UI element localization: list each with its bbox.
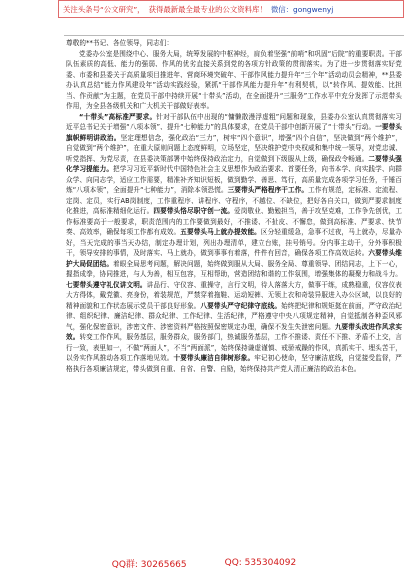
footer-qq-group: QQ群: 30265665	[111, 559, 187, 570]
paragraph-ten-lead	[66, 112, 402, 375]
item-7-heading: 七要带头遵守礼仪讲文明。	[66, 280, 147, 289]
footer-contact	[0, 554, 408, 572]
item-4-heading: 四要带头恪尽职守创一流。	[153, 207, 235, 215]
item-3-text: 工作有规范，定标准、定流程、定岗、定员，实行AB岗制度，工作重程序、讲程序、守程序，不越位、不缺位，把好各自关口，做到严要求制度化推进，高标准精细化运行。	[66, 186, 402, 215]
banner-follow-text: 关注头条号“公文研究”，	[63, 4, 145, 14]
document-body	[66, 38, 402, 546]
header-banner	[58, 0, 404, 18]
item-1-text: 坚定理想信念，强化政治“三力”，树牢“四个意识”，增强“四个自信”，坚决做到“两个维护”，自觉做到“两个维护”，在重大原则问题上态度鲜明，立场坚定，坚决维护党中央权威和集中统一领导，对党忠诚、听党指挥、为党尽责，在县委决策部署中始终保持政治定力，自觉做到下级服从上级，确保政令畅通。	[66, 133, 402, 163]
item-7-text: 讲品行、守仪容、重操守，言行文明，待人落落大方，做事干练，成熟稳重，仪容仪表大方得体，戴党徽、亮身份，着装规范，严禁穿着拖鞋、运动短裤、无领上衣和奇装异服进入办公区域，以良好的精神面貌和工作状态展示党员干部良好形象。	[66, 280, 402, 310]
item-5-text: 区分轻重缓急，急事不过夜，马上就办，尽量办好，当天完成的事当天办结，制定办理计划，列出办理清单，建立台账，挂号销号。分内事主动干，分外事积极干，领导安排的事情，及时落实、马上就办，做到事事有着落，件件有回音，确保各项工作高效运转。	[66, 228, 402, 257]
item-8-text: 始终把纪律和规矩挺在前面，严守政治纪律、组织纪律、廉洁纪律、群众纪律、工作纪律、生活纪律，严格遵守中央八项规定精神，自觉抵制各种歪风邪气，强化保密意识，涉密文件、涉密资料严格按照保密规定办理，确保不发生失泄密问题。	[66, 301, 402, 331]
paragraph-intro: 党委办公室是围绕中心、服务大局，统筹发展的中枢神经，肩负着坚强“前哨”和巩固“后院”的重要职责。干部队伍素质的高低、能力的强弱、作风的优劣直接关系到党的各项方针政策的贯彻落实。为了进一步贯彻落实好党委、市委和县委关于高质量项目推进年、营商环境突破年、干部作风能力提升年“三个年”活动动员会精神，**县委办认真总结“能力作风建设年”活动实践经验，紧抓“干部作风能力提升年”有利契机，以“转作风、提效能、比担当、作贡献”为主题，在党员干部中持续开展“十带头”活动，在全面提升“三服务”工作水平中充分发挥了示范带头作用，为全县各级机关和广大机关干部做好表率。	[66, 49, 402, 110]
greeting: 尊敬的**书记、各位领导，同志们：	[66, 39, 174, 47]
item-2-text: 把学习习近平新时代中国特色社会主义思想作为政治要求、首要任务，向书本学、向实践学、向群众学、向同志学，适应工作需要，精准补齐知识短板，做到勤学、善思、笃行，高质量完成各项学习任务，千锤百炼“八项本领”，全面提升“七种能力”，消除本领恐慌。	[66, 165, 402, 194]
item-9-heading: 九要带头改进作风求实效。	[66, 322, 402, 341]
ten-lead-heading: “十带头”高标准严要求。	[79, 112, 157, 121]
item-10-heading: 十要带头廉洁自律树形象。	[173, 354, 255, 362]
ten-lead-text: 针对干部队伍中出现的“慵懒散漫浮虚粗”问题和现象，县委办公室认真贯彻落实习近平总书记关于增强“八项本领”、提升“七种能力”的具体要求，在党员干部中创新开展了“十带头”行动。	[66, 112, 402, 131]
item-6-heading: 六要带头维护大局促团结。	[66, 249, 402, 268]
item-2-heading: 二要带头强化学习提能力。	[66, 154, 402, 173]
item-6-text: 着眼全局思考问题，解决问题，始终做到服从大局、服务全局、尊重领导、团结同志，上下一心，握指成拳，协同推进，与人为善，相互包容，互相帮助，营造团结和谐的工作氛围，增强集体的凝聚力和战斗力。	[66, 259, 402, 278]
item-1-heading: 一要带头旗帜鲜明讲政治。	[66, 123, 402, 142]
item-8-heading: 八要带头严守纪律守底线。	[200, 301, 282, 310]
item-4-text: 爱岗敬业、勤勉担当，善于攻坚克难，工作争先创优，工作标准要高于一般要求，职责范围内的工作要做到最好，不推诿、不扯皮、不懈怠，做到高标准、严要求、快节奏、高效率，确保每项工作都有成效。	[66, 207, 402, 236]
footer-qq-number: QQ: 535304092	[224, 558, 297, 568]
header-divider	[64, 35, 404, 36]
item-9-text: 转变工作作风，服务基层，服务群众，服务部门，热诚服务基层，工作不推诿、责任不下推、矛盾不上交，言行一致，表里如一，不做“两面人”，不当“两面派”，始终保持谦虚谨慎、戒骄戒躁的作风，真抓实干、埋头苦干，以务实作风推动各项工作落地见效。	[66, 333, 402, 362]
banner-slogan-text: 获得最新最全最专业的公文资料库！	[148, 4, 267, 14]
item-10-text: 牢记初心使命，坚守廉洁底线，自觉接受监督，严格执行各项廉洁规定，带头做到自重、自省、自警、自励，始终保持共产党人清正廉洁的政治本色。	[66, 354, 402, 373]
item-3-heading: 三要带头严格程序干工作。	[227, 186, 309, 194]
banner-wechat-text: 微信：gongwenyj	[270, 4, 334, 14]
item-5-heading: 五要带头马上就办提效能。	[180, 228, 261, 236]
